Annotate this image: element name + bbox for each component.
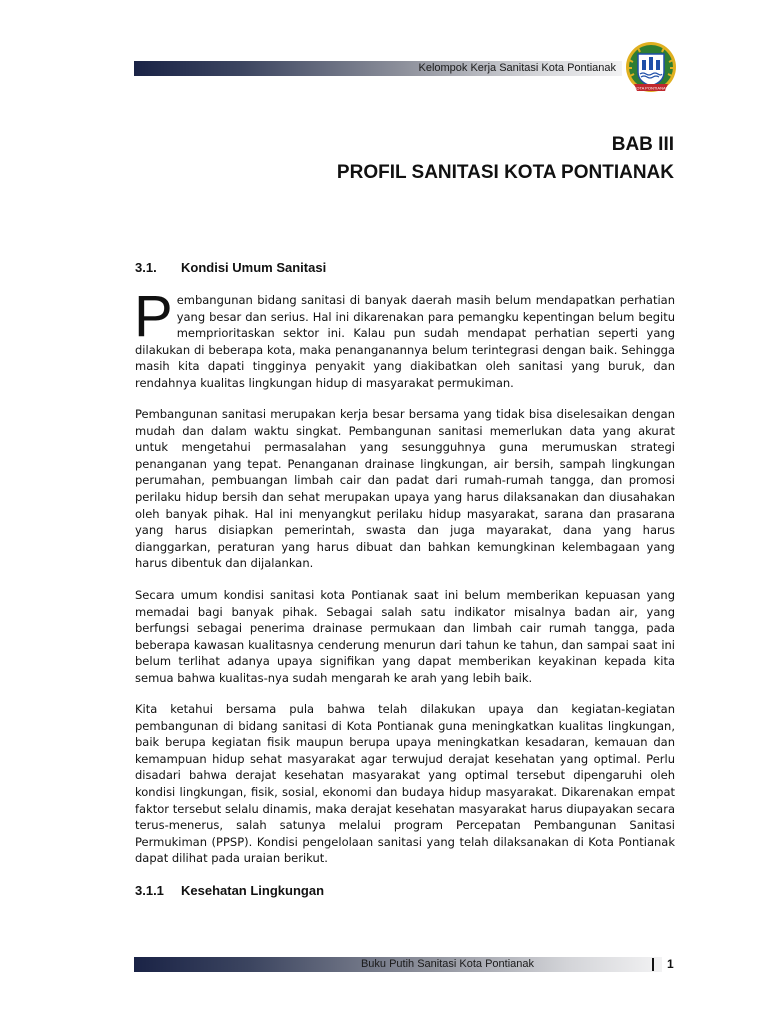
chapter-number: BAB III <box>611 134 674 155</box>
paragraph-1-text: embangunan bidang sanitasi di banyak daerah masih belum mendapatkan perhatian yang besar dan serius. Hal ini dikarenakan para pemangku kepentingan belum begitu memprioritaskan sektor ini. Kalau pun sudah mendapat perhatian seperti yang dilakukan di beberapa kota, maka penanganannya belum terintegrasi dengan baik. Sehingga masih kita dapati tingginya penyakit yang diakibatkan oleh sanitasi yang buruk, dan rendahnya kualitas lingkungan hidup di masyarakat permukiman. <box>135 293 675 390</box>
section-number: 3.1. <box>135 260 157 275</box>
logo-caption: KOTA PONTIANAK <box>633 85 669 91</box>
header-title: Kelompok Kerja Sanitasi Kota Pontianak <box>418 62 616 74</box>
paragraph-2: Pembangunan sanitasi merupakan kerja besar bersama yang tidak bisa diselesaikan dengan mudah dan dalam waktu singkat. Pembangunan sanitasi memerlukan data yang akurat untuk mengetahui permasalahan yang sesungguhnya guna merumuskan strategi penanganan yang tepat. Penanganan drainase lingkungan, air bersih, sampah lingkungan perumahan, pembuangan limbah cair dan padat dari rumah-rumah tangga, dan promosi perilaku hidup bersih dan sehat merupakan upaya yang harus dilaksanakan dan diusahakan oleh banyak pihak. Hal ini menyangkut perilaku hidup masyarakat, sarana dan prasarana yang harus disiapkan pemerintah, swasta dan juga mayarakat, dana yang harus dianggarkan, peraturan yang harus dibuat dan bahkan kemungkinan kelembagaan yang harus dibentuk dan dijalankan. <box>135 407 675 571</box>
drop-cap-letter: P <box>134 284 173 349</box>
page-number-divider <box>652 958 654 971</box>
chapter-title: PROFIL SANITASI KOTA PONTIANAK <box>336 162 674 183</box>
header-band <box>134 61 622 76</box>
footer-title: Buku Putih Sanitasi Kota Pontianak <box>360 958 534 970</box>
subsection-number: 3.1.1 <box>135 883 164 898</box>
footer-band <box>134 957 662 972</box>
paragraph-3: Secara umum kondisi sanitasi kota Pontianak saat ini belum memberikan kepuasan yang memadai bagi banyak pihak. Sebagai salah satu indikator misalnya badan air, yang berfungsi sebagai penerima drainase permukaan dan limbah cair rumah tangga, pada beberapa kawasan kualitasnya cenderung menurun dari tahun ke tahun, dan sampai saat ini belum terlihat adanya upaya signifikan yang dapat memberikan keyakinan kepada kita semua bahwa kualitas-nya sudah mengarah ke arah yang lebih baik. <box>135 588 675 685</box>
page-number: 1 <box>667 957 674 971</box>
subsection-title: Kesehatan Lingkungan <box>181 883 325 898</box>
paragraph-4: Kita ketahui bersama pula bahwa telah dilakukan upaya dan kegiatan-kegiatan pembangunan di bidang sanitasi di Kota Pontianak guna meningkatkan kualitas lingkungan, baik berupa kegiatan fisik maupun berupa upaya meningkatkan kesadaran, kemauan dan kemampuan hidup sehat masyarakat agar terwujud derajat kesehatan yang optimal. Perlu disadari bahwa derajat kesehatan masyarakat yang optimal tersebut dipengaruhi oleh kondisi lingkungan, fisik, sosial, ekonomi dan budaya hidup masyarakat. Dikarenakan empat faktor tersebut selalu dinamis, maka derajat kesehatan masyarakat harus diupayakan secara terus-menerus, salah satunya melalui program Percepatan Pembangunan Sanitasi Permukiman (PPSP). Kondisi pengelolaan sanitasi yang telah dilaksanakan di Kota Pontianak dapat dilihat pada uraian berikut. <box>135 702 675 866</box>
paragraph-1 <box>134 284 675 392</box>
section-title: Kondisi Umum Sanitasi <box>181 260 327 275</box>
city-emblem-logo <box>624 40 678 96</box>
